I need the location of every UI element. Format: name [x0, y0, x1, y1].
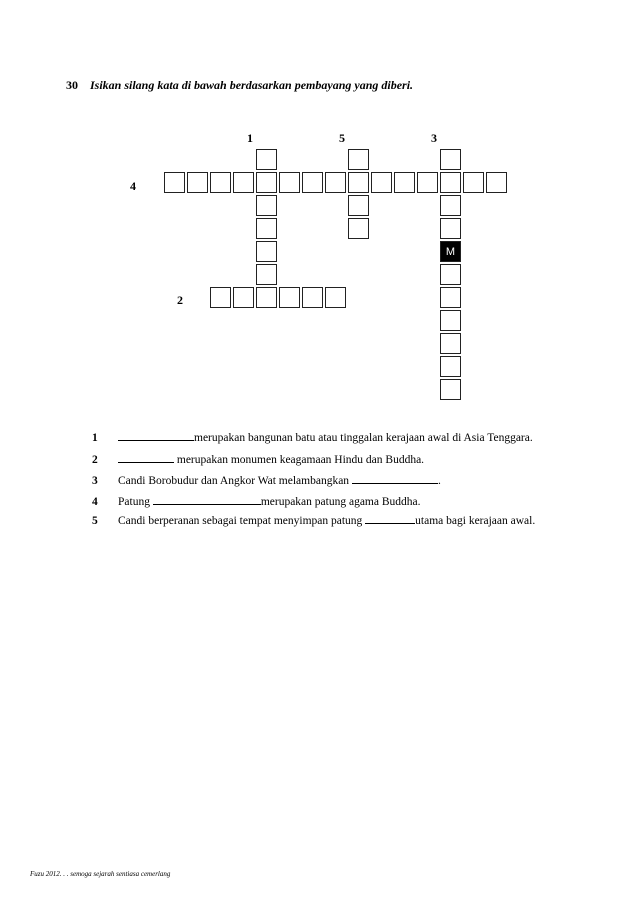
grid-cell[interactable]: [256, 172, 277, 193]
clue-number: 4: [92, 496, 98, 508]
grid-cell[interactable]: [256, 264, 277, 285]
footer-note: Fuzu 2012. . . semoga sejarah sentiasa cemerlang: [30, 870, 171, 878]
grid-cell[interactable]: [348, 218, 369, 239]
grid-cell[interactable]: [302, 287, 323, 308]
grid-cell[interactable]: [279, 172, 300, 193]
grid-cell[interactable]: [463, 172, 484, 193]
clue-number: 5: [92, 515, 98, 527]
grid-cell[interactable]: [210, 172, 231, 193]
grid-cell-given: M: [440, 241, 461, 262]
grid-cell[interactable]: [348, 195, 369, 216]
clue-text-end: merupakan patung agama Buddha.: [260, 496, 421, 508]
grid-cell[interactable]: [325, 172, 346, 193]
grid-label-1: 1: [247, 131, 253, 145]
clue-text: merupakan bangunan batu atau tinggalan kerajaan awal di Asia Tenggara.: [194, 432, 533, 444]
grid-cell[interactable]: [256, 287, 277, 308]
clue-text: Candi berperanan sebagai tempat menyimpan patung: [118, 515, 366, 527]
grid-cell[interactable]: [348, 149, 369, 170]
clue-4: [92, 492, 421, 510]
grid-cell[interactable]: [348, 172, 369, 193]
grid-label-4: 4: [130, 179, 136, 193]
clue-text: merupakan monumen keagamaan Hindu dan Buddha.: [174, 454, 425, 466]
grid-cell[interactable]: [256, 218, 277, 239]
clue-5: [92, 511, 535, 529]
grid-cell[interactable]: [440, 264, 461, 285]
answer-blank[interactable]: [118, 450, 174, 463]
grid-cell[interactable]: [371, 172, 392, 193]
grid-cell[interactable]: [164, 172, 185, 193]
answer-blank[interactable]: [118, 428, 194, 441]
clue-number: 1: [92, 432, 98, 444]
grid-cell[interactable]: [440, 333, 461, 354]
grid-cell[interactable]: [440, 172, 461, 193]
grid-cell[interactable]: [440, 218, 461, 239]
grid-cell[interactable]: [256, 195, 277, 216]
clue-1: [92, 428, 533, 446]
clue-text: Candi Borobudur dan Angkor Wat melambangkan: [118, 475, 352, 487]
clue-number: 2: [92, 454, 98, 466]
grid-cell[interactable]: [440, 149, 461, 170]
grid-cell[interactable]: [187, 172, 208, 193]
grid-cell[interactable]: [440, 195, 461, 216]
clue-text-end: .: [437, 475, 441, 487]
grid-cell[interactable]: [256, 241, 277, 262]
grid-label-2: 2: [177, 293, 183, 307]
grid-cell[interactable]: [325, 287, 346, 308]
grid-cell[interactable]: [440, 287, 461, 308]
grid-cell[interactable]: [302, 172, 323, 193]
grid-cell[interactable]: [210, 287, 231, 308]
grid-cell[interactable]: [394, 172, 415, 193]
grid-cell[interactable]: [440, 379, 461, 400]
grid-cell[interactable]: [440, 356, 461, 377]
answer-blank[interactable]: [365, 511, 415, 524]
answer-blank[interactable]: [352, 471, 438, 484]
grid-cell[interactable]: [256, 149, 277, 170]
clue-text: Patung: [118, 496, 153, 508]
grid-label-5: 5: [339, 131, 345, 145]
grid-label-3: 3: [431, 131, 437, 145]
clue-text-end: utama bagi kerajaan awal.: [415, 515, 536, 527]
grid-cell[interactable]: [417, 172, 438, 193]
grid-cell[interactable]: [233, 172, 254, 193]
grid-cell[interactable]: [233, 287, 254, 308]
grid-cell[interactable]: [440, 310, 461, 331]
clue-3: [92, 471, 441, 489]
clue-2: [92, 450, 424, 468]
grid-cell[interactable]: [279, 287, 300, 308]
question-instruction: Isikan silang kata di bawah berdasarkan pembayang yang diberi.: [90, 78, 414, 92]
answer-blank[interactable]: [153, 492, 261, 505]
question-number: 30: [66, 78, 78, 92]
grid-cell[interactable]: [486, 172, 507, 193]
clue-number: 3: [92, 475, 98, 487]
